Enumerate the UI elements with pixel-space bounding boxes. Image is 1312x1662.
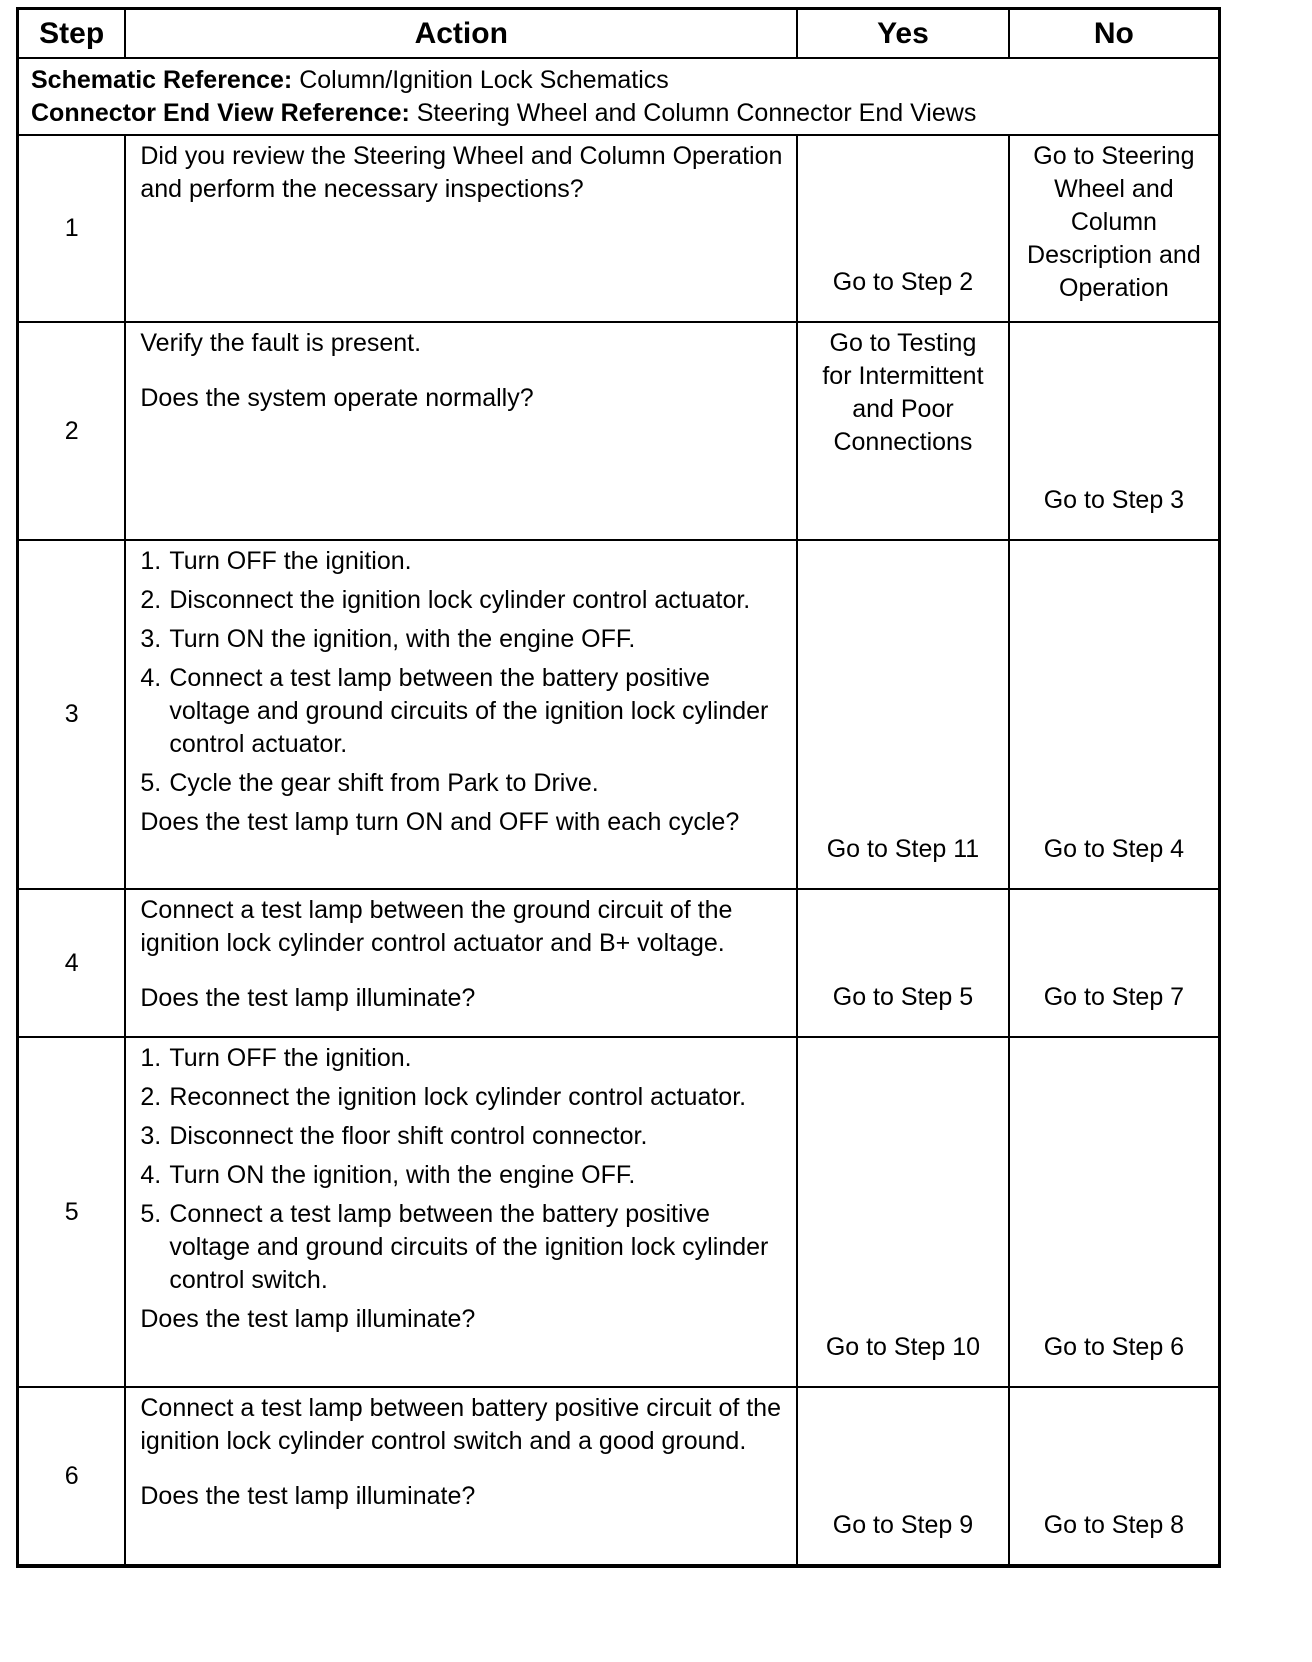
action-question: Does the test lamp illuminate?: [140, 1305, 476, 1333]
no-link[interactable]: Go to Step 8: [1043, 1511, 1185, 1539]
action-text: Did you review the Steering Wheel and Column Operation and perform the necessary inspections?: [140, 142, 783, 203]
list-item: 4. Turn ON the ignition, with the engine OFF.: [140, 1161, 636, 1189]
reference-row: [18, 58, 1220, 135]
no-link[interactable]: Go to Step 4: [1043, 835, 1185, 863]
table-row: [18, 135, 1220, 322]
table-row: [18, 1037, 1220, 1387]
header-row: [18, 9, 1220, 59]
no-link[interactable]: Go to Step 3: [1043, 486, 1185, 514]
list-item: 1. Turn OFF the ignition.: [140, 1044, 412, 1072]
connector-reference: [31, 97, 1206, 130]
no-cell: [1009, 1037, 1220, 1387]
list-item: 2. Disconnect the ignition lock cylinder control actuator.: [140, 586, 751, 614]
no-link[interactable]: Go to Step 6: [1043, 1333, 1185, 1361]
action-text: Connect a test lamp between the ground circuit of the ignition lock cylinder control actuator and B+ voltage.: [140, 896, 733, 957]
header-action: Action: [125, 9, 797, 59]
no-link[interactable]: Go to Steering Wheel and Column Description and Operation: [1027, 142, 1201, 302]
header-no: No: [1009, 9, 1220, 59]
table-row: [18, 889, 1220, 1037]
yes-cell: [797, 1387, 1009, 1566]
action-text: Verify the fault is present.: [140, 329, 422, 357]
no-link[interactable]: Go to Step 7: [1043, 983, 1185, 1011]
list-item: 3. Turn ON the ignition, with the engine OFF.: [140, 625, 636, 653]
diagnostic-table: [16, 7, 1221, 1568]
action-question: Does the test lamp illuminate?: [140, 1482, 476, 1510]
reference-cell: [18, 58, 1220, 135]
yes-cell: [797, 322, 1009, 540]
list-item: 2. Reconnect the ignition lock cylinder control actuator.: [140, 1083, 747, 1111]
connector-reference-link[interactable]: Steering Wheel and Column Connector End Views: [416, 99, 977, 127]
yes-link[interactable]: Go to Step 5: [832, 983, 974, 1011]
connector-reference-label: Connector End View Reference:: [31, 99, 410, 127]
no-cell: [1009, 1387, 1220, 1566]
header-yes: Yes: [797, 9, 1009, 59]
yes-cell: [797, 540, 1009, 889]
action-steps-list: [140, 545, 786, 800]
action-cell: [125, 540, 797, 889]
yes-link[interactable]: Go to Step 10: [825, 1333, 981, 1361]
table-row: [18, 322, 1220, 540]
action-cell: [125, 322, 797, 540]
yes-cell: [797, 889, 1009, 1037]
action-question: Does the test lamp illuminate?: [140, 984, 476, 1012]
action-cell: [125, 889, 797, 1037]
action-question: Does the system operate normally?: [140, 384, 534, 412]
yes-link[interactable]: Go to Step 11: [826, 835, 980, 863]
list-item: 5. Connect a test lamp between the battery positive voltage and ground circuits of the ignition lock cylinder control switch.: [140, 1200, 769, 1294]
table-row: [18, 1387, 1220, 1566]
action-text: Connect a test lamp between battery positive circuit of the ignition lock cylinder control switch and a good ground.: [140, 1394, 781, 1455]
list-item: 3. Disconnect the floor shift control connector.: [140, 1122, 648, 1150]
yes-link[interactable]: Go to Step 9: [832, 1511, 974, 1539]
yes-cell: [797, 1037, 1009, 1387]
step-number: 2: [18, 322, 126, 540]
action-steps-list: [140, 1042, 786, 1297]
no-cell: [1009, 135, 1220, 322]
header-step: Step: [18, 9, 126, 59]
list-item: 1. Turn OFF the ignition.: [140, 547, 412, 575]
step-number: 5: [18, 1037, 126, 1387]
no-cell: [1009, 540, 1220, 889]
yes-cell: [797, 135, 1009, 322]
yes-link[interactable]: Go to Step 2: [832, 268, 974, 296]
yes-link[interactable]: Go to Testing for Intermittent and Poor Connections: [822, 329, 984, 456]
action-question: Does the test lamp turn ON and OFF with each cycle?: [140, 808, 740, 836]
action-cell: [125, 135, 797, 322]
action-cell: [125, 1037, 797, 1387]
table-row: [18, 540, 1220, 889]
action-cell: [125, 1387, 797, 1566]
schematic-reference-link[interactable]: Column/Ignition Lock Schematics: [299, 66, 669, 94]
no-cell: [1009, 889, 1220, 1037]
schematic-reference: [31, 64, 1206, 97]
step-number: 6: [18, 1387, 126, 1566]
no-cell: [1009, 322, 1220, 540]
step-number: 1: [18, 135, 126, 322]
list-item: 4. Connect a test lamp between the battery positive voltage and ground circuits of the ignition lock cylinder control actuator.: [140, 664, 769, 758]
schematic-reference-label: Schematic Reference:: [31, 66, 293, 94]
list-item: 5. Cycle the gear shift from Park to Drive.: [140, 769, 599, 797]
step-number: 4: [18, 889, 126, 1037]
step-number: 3: [18, 540, 126, 889]
